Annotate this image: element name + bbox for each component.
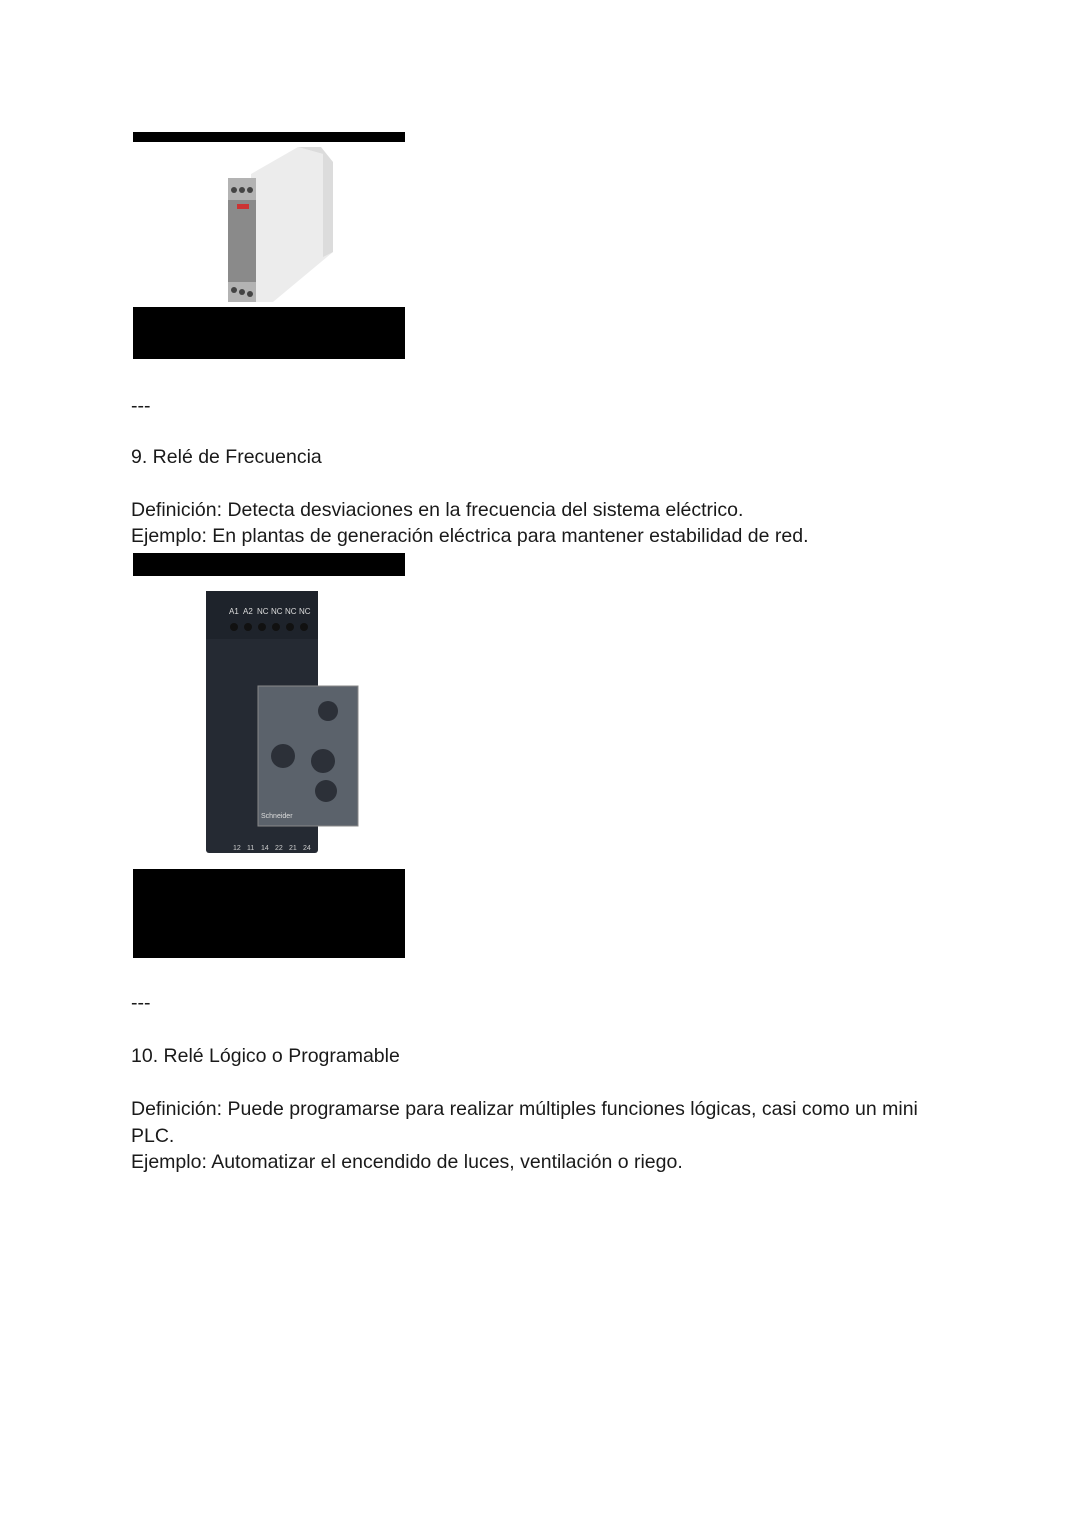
svg-text:22: 22	[275, 845, 283, 852]
svg-text:A2: A2	[243, 607, 253, 616]
section-definition: Definición: Detecta desviaciones en la frecuencia del sistema eléctrico.	[131, 499, 744, 521]
svg-text:12: 12	[233, 845, 241, 852]
image-top-bar	[133, 553, 405, 576]
section-title: 10. Relé Lógico o Programable	[131, 1045, 400, 1067]
svg-text:A1: A1	[229, 607, 239, 616]
relay-image-2	[133, 553, 405, 958]
svg-text:NC: NC	[257, 607, 269, 616]
svg-text:24: 24	[303, 845, 311, 852]
svg-text:14: 14	[261, 845, 269, 852]
separator: ---	[131, 992, 151, 1014]
svg-text:NC: NC	[285, 607, 297, 616]
section-example: Ejemplo: Automatizar el encendido de luces, ventilación o riego.	[131, 1151, 683, 1173]
section-example: Ejemplo: En plantas de generación eléctrica para mantener estabilidad de red.	[131, 525, 809, 547]
section-definition-cont: PLC.	[131, 1125, 175, 1147]
svg-text:NC: NC	[271, 607, 283, 616]
relay-image-1	[133, 132, 405, 359]
section-title: 9. Relé de Frecuencia	[131, 446, 322, 468]
svg-text:11: 11	[247, 845, 255, 852]
svg-text:NC: NC	[299, 607, 311, 616]
image-bottom-bar	[133, 869, 405, 958]
image-bottom-bar	[133, 307, 405, 359]
image-top-bar	[133, 132, 405, 142]
section-definition: Definición: Puede programarse para realizar múltiples funciones lógicas, casi como un mini	[131, 1098, 918, 1120]
frequency-relay-photo	[133, 576, 405, 869]
svg-text:Schneider: Schneider	[261, 813, 293, 820]
gray-relay-photo	[133, 142, 405, 307]
svg-text:21: 21	[289, 845, 297, 852]
separator: ---	[131, 395, 151, 417]
